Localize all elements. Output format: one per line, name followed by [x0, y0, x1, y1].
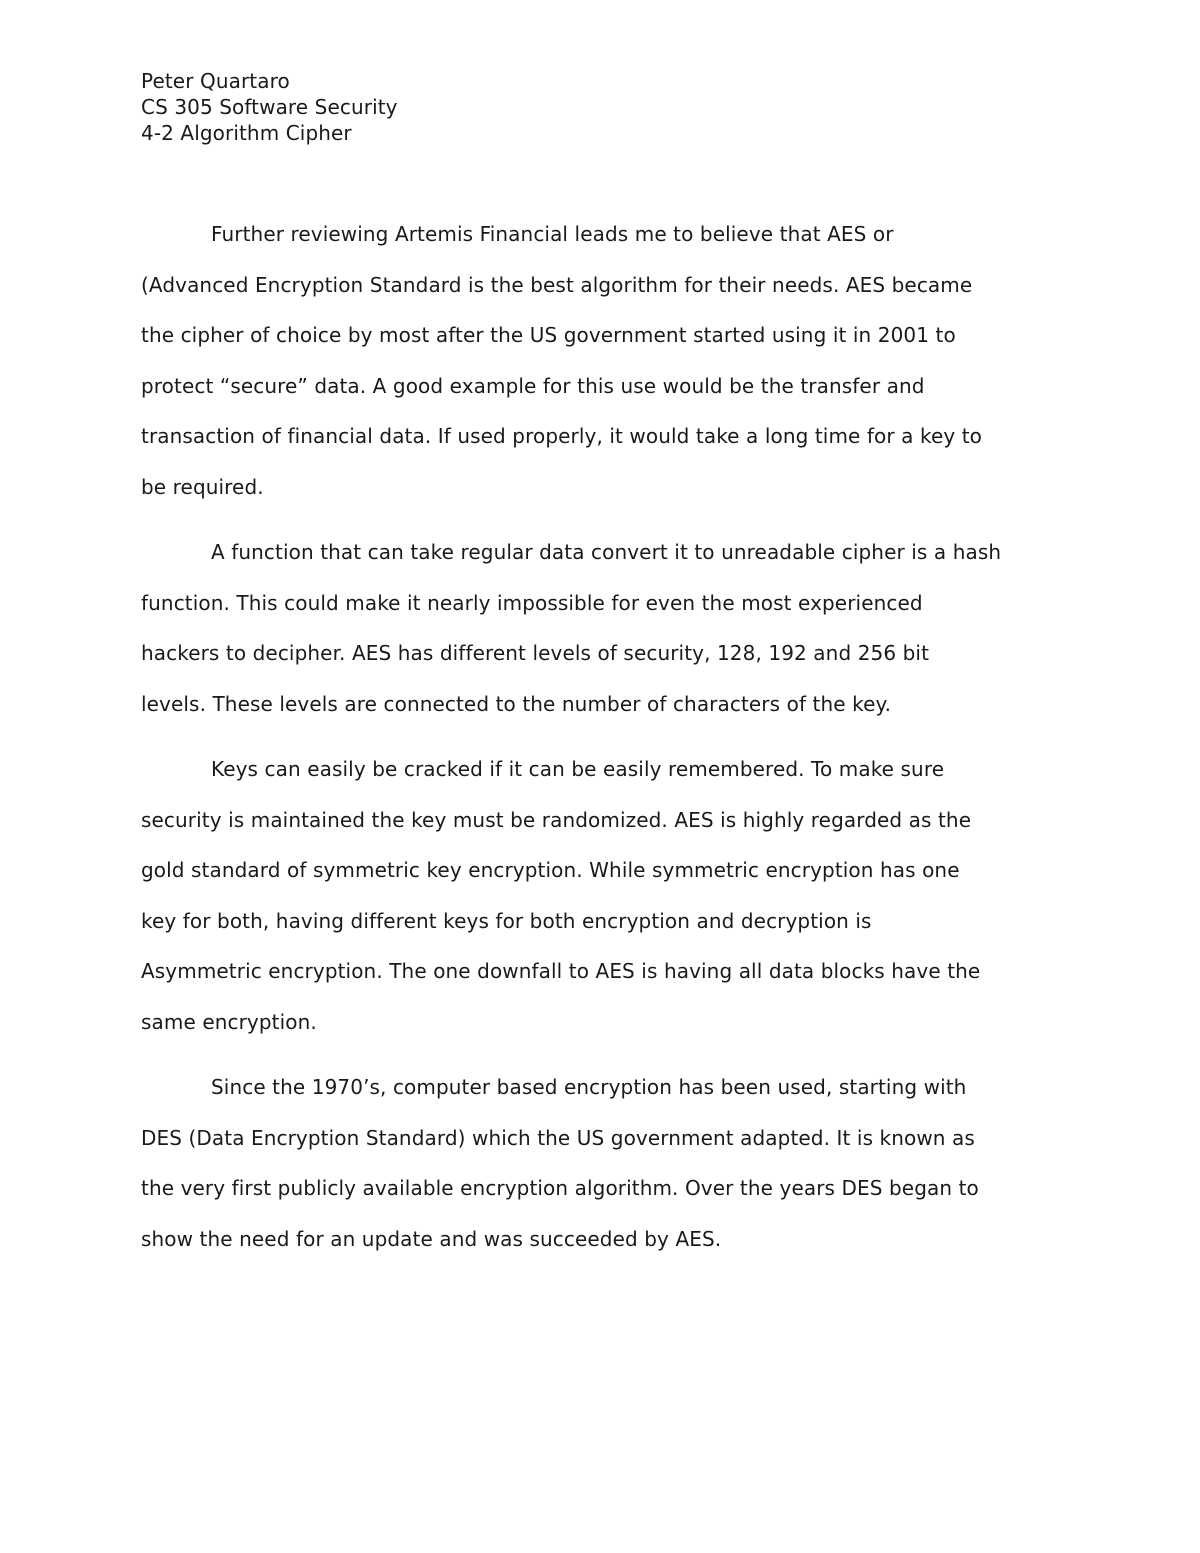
- paragraph-4: [141, 1062, 1059, 1264]
- paragraph-line: A function that can take regular data convert it to unreadable cipher is a hash: [211, 540, 1002, 564]
- assignment-title: 4-2 Algorithm Cipher: [141, 121, 352, 145]
- paragraph-line: Asymmetric encryption. The one downfall to AES is having all data blocks have the: [141, 959, 981, 983]
- paragraph-line: security is maintained the key must be randomized. AES is highly regarded as the: [141, 807, 972, 832]
- paragraph-line: function. This could make it nearly impossible for even the most experienced: [141, 590, 923, 615]
- paragraph-2: [141, 527, 1059, 729]
- paragraph-1: [141, 209, 1059, 512]
- paragraph-line: protect “secure” data. A good example for this use would be the transfer and: [141, 373, 925, 398]
- paragraph-line: DES (Data Encryption Standard) which the US government adapted. It is known as: [141, 1125, 975, 1150]
- paragraph-line: hackers to decipher. AES has different levels of security, 128, 192 and 256 bit: [141, 641, 930, 665]
- paragraph-line: Further reviewing Artemis Financial leads me to believe that AES or: [211, 222, 894, 246]
- course-title: CS 305 Software Security: [141, 95, 398, 119]
- paragraph-line: Since the 1970’s, computer based encryption has been used, starting with: [211, 1075, 967, 1099]
- paragraph-line: be required.: [141, 474, 264, 499]
- paragraph-line: the very first publicly available encryption algorithm. Over the years DES began to: [141, 1176, 979, 1200]
- author-name: Peter Quartaro: [141, 69, 290, 93]
- paragraph-3: [141, 744, 1059, 1047]
- paragraph-line: (Advanced Encryption Standard is the best algorithm for their needs. AES became: [141, 272, 973, 297]
- paragraph-line: same encryption.: [141, 1009, 317, 1034]
- paragraph-line: key for both, having different keys for both encryption and decryption is: [141, 908, 872, 933]
- document-header: [141, 68, 398, 146]
- document-body: [141, 209, 1059, 1279]
- paragraph-line: show the need for an update and was succeeded by AES.: [141, 1226, 722, 1251]
- paragraph-line: gold standard of symmetric key encryption. While symmetric encryption has one: [141, 858, 960, 882]
- paragraph-line: transaction of financial data. If used properly, it would take a long time for a key to: [141, 424, 983, 448]
- paragraph-line: levels. These levels are connected to the number of characters of the key.: [141, 691, 892, 716]
- paragraph-line: the cipher of choice by most after the US government started using it in 2001 to: [141, 323, 956, 347]
- paragraph-line: Keys can easily be cracked if it can be easily remembered. To make sure: [211, 757, 945, 781]
